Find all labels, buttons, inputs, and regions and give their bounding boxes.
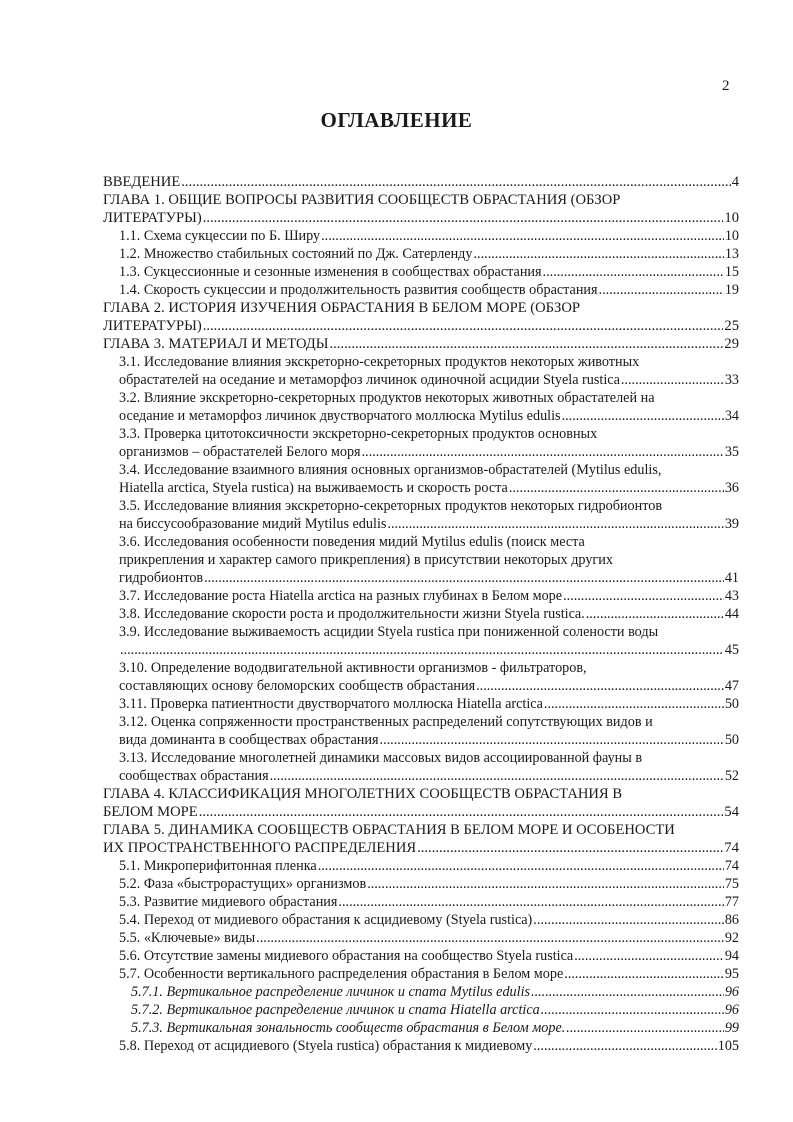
toc-entry[interactable] [103, 983, 739, 1001]
toc-page-number: 52 [724, 768, 739, 784]
toc-page-number: 25 [724, 318, 739, 334]
toc-page-number: 15 [724, 264, 739, 280]
table-of-contents [103, 173, 739, 1055]
dot-leader [586, 605, 724, 623]
toc-page-number: 41 [724, 570, 739, 586]
toc-page-number: 74 [724, 858, 739, 874]
dot-leader [476, 677, 724, 695]
dot-leader [120, 641, 724, 659]
toc-page-number: 29 [724, 336, 739, 352]
toc-entry[interactable] [103, 929, 739, 947]
toc-entry-title: 3.7. Исследование роста Hiatella arctica на разных глубинах в Белом море [119, 588, 563, 604]
dot-leader [181, 173, 730, 191]
toc-entry[interactable] [103, 857, 739, 875]
toc-entry[interactable] [103, 299, 739, 335]
dot-leader [541, 1001, 724, 1019]
toc-entry[interactable] [103, 659, 739, 695]
dot-leader [338, 893, 723, 911]
toc-entry-title: 5.6. Отсутствие замены мидиевого обрастания на сообщество Styela rustica [119, 948, 574, 964]
toc-page-number: 75 [724, 876, 739, 892]
toc-entry-line: ГЛАВА 5. ДИНАМИКА СООБЩЕСТВ ОБРАСТАНИЯ В БЕЛОМ МОРЕ И ОСОБЕНОСТИ [103, 822, 675, 838]
toc-entry-line: 3.4. Исследование взаимного влияния основных организмов-обрастателей (Mytilus edulis, [119, 462, 662, 478]
toc-entry-title: 5.3. Развитие мидиевого обрастания [119, 894, 338, 910]
toc-entry-title: ГЛАВА 3. МАТЕРИАЛ И МЕТОДЫ [103, 336, 329, 352]
toc-entry-title: 5.7.2. Вертикальное распределение личинок и спата Hiatella arctica [131, 1002, 540, 1018]
toc-entry-title: 5.7.3. Вертикальная зональность сообществ обрастания в Белом море. [131, 1020, 566, 1036]
dot-leader [566, 1019, 724, 1037]
toc-entry-line: 3.12. Оценка сопряженности пространственных распределений сопутствующих видов и [119, 714, 653, 730]
toc-entry-line: 3.6. Исследования особенности поведения мидий Mytilus edulis (поиск места [119, 534, 585, 550]
toc-page-number: 50 [724, 696, 739, 712]
toc-entry[interactable] [103, 173, 739, 191]
dot-leader [318, 857, 724, 875]
toc-entry[interactable] [103, 263, 739, 281]
toc-entry[interactable] [103, 713, 739, 749]
dot-leader [533, 1037, 716, 1055]
toc-entry-title: 1.2. Множество стабильных состояний по Дж. Сатерленду [119, 246, 473, 262]
toc-entry[interactable] [103, 353, 739, 389]
toc-page-number: 19 [724, 282, 739, 298]
toc-entry[interactable] [103, 821, 739, 857]
toc-entry-title: ИХ ПРОСТРАНСТВЕННОГО РАСПРЕДЕЛЕНИЯ [103, 840, 417, 856]
toc-page-number: 96 [724, 1002, 739, 1018]
toc-entry[interactable] [103, 911, 739, 929]
toc-entry-title: ЛИТЕРАТУРЫ) [103, 210, 202, 226]
toc-entry[interactable] [103, 623, 739, 659]
dot-leader [362, 443, 724, 461]
toc-entry-title: 1.1. Схема сукцессии по Б. Ширу [119, 228, 321, 244]
toc-entry-title: 5.4. Переход от мидиевого обрастания к асцидиевому (Styela rustica) [119, 912, 533, 928]
toc-page-number: 54 [724, 804, 739, 820]
toc-entry-title: 5.7.1. Вертикальное распределение личинок и спата Mytilus edulis [131, 984, 531, 1000]
toc-entry-line: 3.5. Исследование влияния экскреторно-секреторных продуктов некоторых гидробионтов [119, 498, 663, 514]
dot-leader [563, 587, 724, 605]
toc-entry-line: 3.3. Проверка цитотоксичности экскреторно-секреторных продуктов основных [119, 426, 598, 442]
toc-entry-line: 3.10. Определение вододвигательной активности организмов - фильтраторов, [119, 660, 587, 676]
dot-leader [380, 731, 724, 749]
toc-entry[interactable] [103, 749, 739, 785]
dot-leader [544, 695, 724, 713]
dot-leader [531, 983, 724, 1001]
toc-entry-title: БЕЛОМ МОРЕ [103, 804, 198, 820]
toc-page-number: 10 [724, 228, 739, 244]
dot-leader [270, 767, 724, 785]
toc-page-number: 74 [724, 840, 739, 856]
toc-entry-title: ЛИТЕРАТУРЫ) [103, 318, 202, 334]
dot-leader [204, 569, 724, 587]
toc-entry[interactable] [103, 875, 739, 893]
toc-page-number: 105 [717, 1038, 739, 1054]
toc-page-number: 39 [724, 516, 739, 532]
toc-entry-title: на биссусообразование мидий Mytilus edulis [119, 516, 387, 532]
toc-entry[interactable] [103, 191, 739, 227]
toc-page-number: 92 [724, 930, 739, 946]
toc-page-number: 50 [724, 732, 739, 748]
toc-page-number: 44 [724, 606, 739, 622]
toc-entry-title: 1.4. Скорость сукцессии и продолжительность развития сообществ обрастания [119, 282, 598, 298]
page-title: ОГЛАВЛЕНИЕ [320, 108, 473, 132]
toc-entry-line: ГЛАВА 4. КЛАССИФИКАЦИЯ МНОГОЛЕТНИХ СООБЩЕСТВ ОБРАСТАНИЯ В [103, 786, 623, 802]
toc-page-number: 99 [724, 1020, 739, 1036]
toc-entry-title: обрастателей на оседание и метаморфоз личинок одиночной асцидии Styela rustica [119, 372, 620, 388]
toc-entry[interactable] [103, 605, 739, 623]
toc-page-number: 94 [724, 948, 739, 964]
toc-entry-line: 3.2. Влияние экскреторно-секреторных продуктов некоторых животных обрастателей на [119, 390, 655, 406]
toc-entry[interactable] [103, 695, 739, 713]
toc-entry[interactable] [103, 425, 739, 461]
toc-entry-line: ГЛАВА 1. ОБЩИЕ ВОПРОСЫ РАЗВИТИЯ СООБЩЕСТВ ОБРАСТАНИЯ (ОБЗОР [103, 192, 621, 208]
toc-page-number: 10 [724, 210, 739, 226]
toc-entry-title: организмов – обрастателей Белого моря [119, 444, 361, 460]
toc-page-number: 86 [724, 912, 739, 928]
toc-entry-title: 5.5. «Ключевые» виды [119, 930, 256, 946]
toc-page-number: 35 [724, 444, 739, 460]
dot-leader [574, 947, 724, 965]
toc-entry-title: 5.8. Переход от асцидиевого (Styela rustica) обрастания к мидиевому [119, 1038, 533, 1054]
toc-page-number: 96 [724, 984, 739, 1000]
toc-entry[interactable] [103, 1019, 739, 1037]
toc-entry[interactable] [103, 965, 739, 983]
toc-entry-title: оседание и метаморфоз личинок двустворчатого моллюска Mytilus edulis [119, 408, 561, 424]
toc-entry-line: ГЛАВА 2. ИСТОРИЯ ИЗУЧЕНИЯ ОБРАСТАНИЯ В БЕЛОМ МОРЕ (ОБЗОР [103, 300, 581, 316]
toc-entry-title: ВВЕДЕНИЕ [103, 174, 181, 190]
toc-entry-title: 3.8. Исследование скорости роста и продолжительности жизни Styela rustica. [119, 606, 585, 622]
dot-leader [203, 209, 724, 227]
dot-leader [321, 227, 724, 245]
page-number: 2 [722, 78, 730, 94]
dot-leader [543, 263, 724, 281]
dot-leader [387, 515, 723, 533]
dot-leader [533, 911, 724, 929]
toc-page-number: 45 [724, 642, 739, 658]
toc-entry[interactable] [103, 893, 739, 911]
toc-page-number: 77 [724, 894, 739, 910]
dot-leader [367, 875, 724, 893]
dot-leader [329, 335, 723, 353]
toc-entry-title: 5.7. Особенности вертикального распределения обрастания в Белом море [119, 966, 564, 982]
dot-leader [509, 479, 724, 497]
toc-entry[interactable] [103, 497, 739, 533]
toc-entry-title: сообществах обрастания [119, 768, 269, 784]
toc-page-number: 13 [724, 246, 739, 262]
dot-leader [199, 803, 724, 821]
toc-entry[interactable] [103, 389, 739, 425]
toc-entry-line: 3.9. Исследование выживаемость асцидии Styela rustica при пониженной солености воды [119, 624, 659, 640]
toc-entry-title: составляющих основу беломорских сообществ обрастания [119, 678, 476, 694]
toc-entry-title: 5.2. Фаза «быстрорастущих» организмов [119, 876, 367, 892]
dot-leader [599, 281, 724, 299]
toc-entry[interactable] [103, 1037, 739, 1055]
toc-entry-line: 3.1. Исследование влияния экскреторно-секреторных продуктов некоторых животных [119, 354, 640, 370]
toc-entry[interactable] [103, 461, 739, 497]
toc-page-number: 95 [724, 966, 739, 982]
toc-page-number: 33 [724, 372, 739, 388]
toc-entry[interactable] [103, 245, 739, 263]
dot-leader [474, 245, 724, 263]
toc-page-number: 43 [724, 588, 739, 604]
toc-entry-title: Hiatella arctica, Styela rustica) на выживаемость и скорость роста [119, 480, 508, 496]
toc-entry[interactable] [103, 587, 739, 605]
toc-entry[interactable] [103, 947, 739, 965]
toc-page-number: 47 [724, 678, 739, 694]
toc-entry[interactable] [103, 785, 739, 821]
toc-entry-title: 5.1. Микроперифитонная пленка [119, 858, 317, 874]
toc-entry[interactable] [103, 1001, 739, 1019]
toc-entry[interactable] [103, 533, 739, 587]
dot-leader [564, 965, 724, 983]
toc-entry-title: вида доминанта в сообществах обрастания [119, 732, 379, 748]
toc-entry-title: 3.11. Проверка патиентности двустворчатого моллюска Hiatella arctica [119, 696, 543, 712]
toc-entry-title: гидробионтов [119, 570, 204, 586]
dot-leader [562, 407, 724, 425]
toc-entry-line: прикрепления и характер самого прикрепления) в присутствии некоторых других [119, 552, 613, 568]
toc-page-number: 4 [731, 174, 739, 190]
toc-page-number: 36 [724, 480, 739, 496]
toc-entry[interactable] [103, 335, 739, 353]
dot-leader [256, 929, 724, 947]
dot-leader [203, 317, 724, 335]
dot-leader [417, 839, 723, 857]
toc-entry-line: 3.13. Исследование многолетней динамики массовых видов ассоциированной фауны в [119, 750, 643, 766]
dot-leader [621, 371, 724, 389]
toc-entry[interactable] [103, 281, 739, 299]
toc-entry-title: 1.3. Сукцессионные и сезонные изменения в сообществах обрастания [119, 264, 542, 280]
toc-entry[interactable] [103, 227, 739, 245]
toc-page-number: 34 [724, 408, 739, 424]
